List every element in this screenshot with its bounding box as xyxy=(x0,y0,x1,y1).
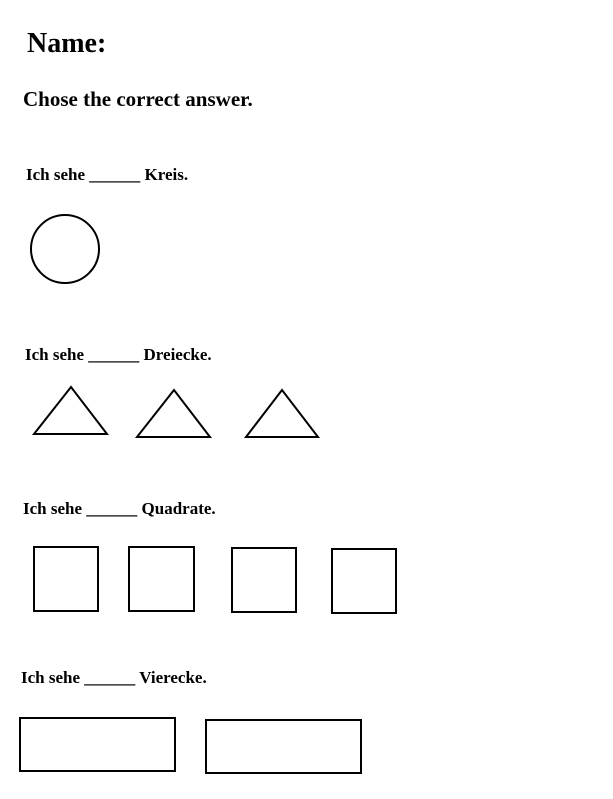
square-shape-3 xyxy=(232,548,296,612)
rectangle-shape-1 xyxy=(20,718,175,771)
question-3-sentence: Ich sehe ______ Quadrate. xyxy=(23,499,216,518)
square-shape-1 xyxy=(34,547,98,611)
square-shape-2 xyxy=(129,547,194,611)
question-2-sentence: Ich sehe ______ Dreiecke. xyxy=(25,345,212,364)
square-shape-4 xyxy=(332,549,396,613)
triangle-shape-1 xyxy=(34,387,107,434)
triangle-shape-3 xyxy=(246,390,318,437)
rectangle-shape-2 xyxy=(206,720,361,773)
circle-shape xyxy=(31,215,99,283)
question-4-sentence: Ich sehe ______ Vierecke. xyxy=(21,668,207,687)
name-label: Name: xyxy=(27,28,107,59)
instruction: Chose the correct answer. xyxy=(23,87,253,111)
triangle-shape-2 xyxy=(137,390,210,437)
question-1-sentence: Ich sehe ______ Kreis. xyxy=(26,165,189,184)
